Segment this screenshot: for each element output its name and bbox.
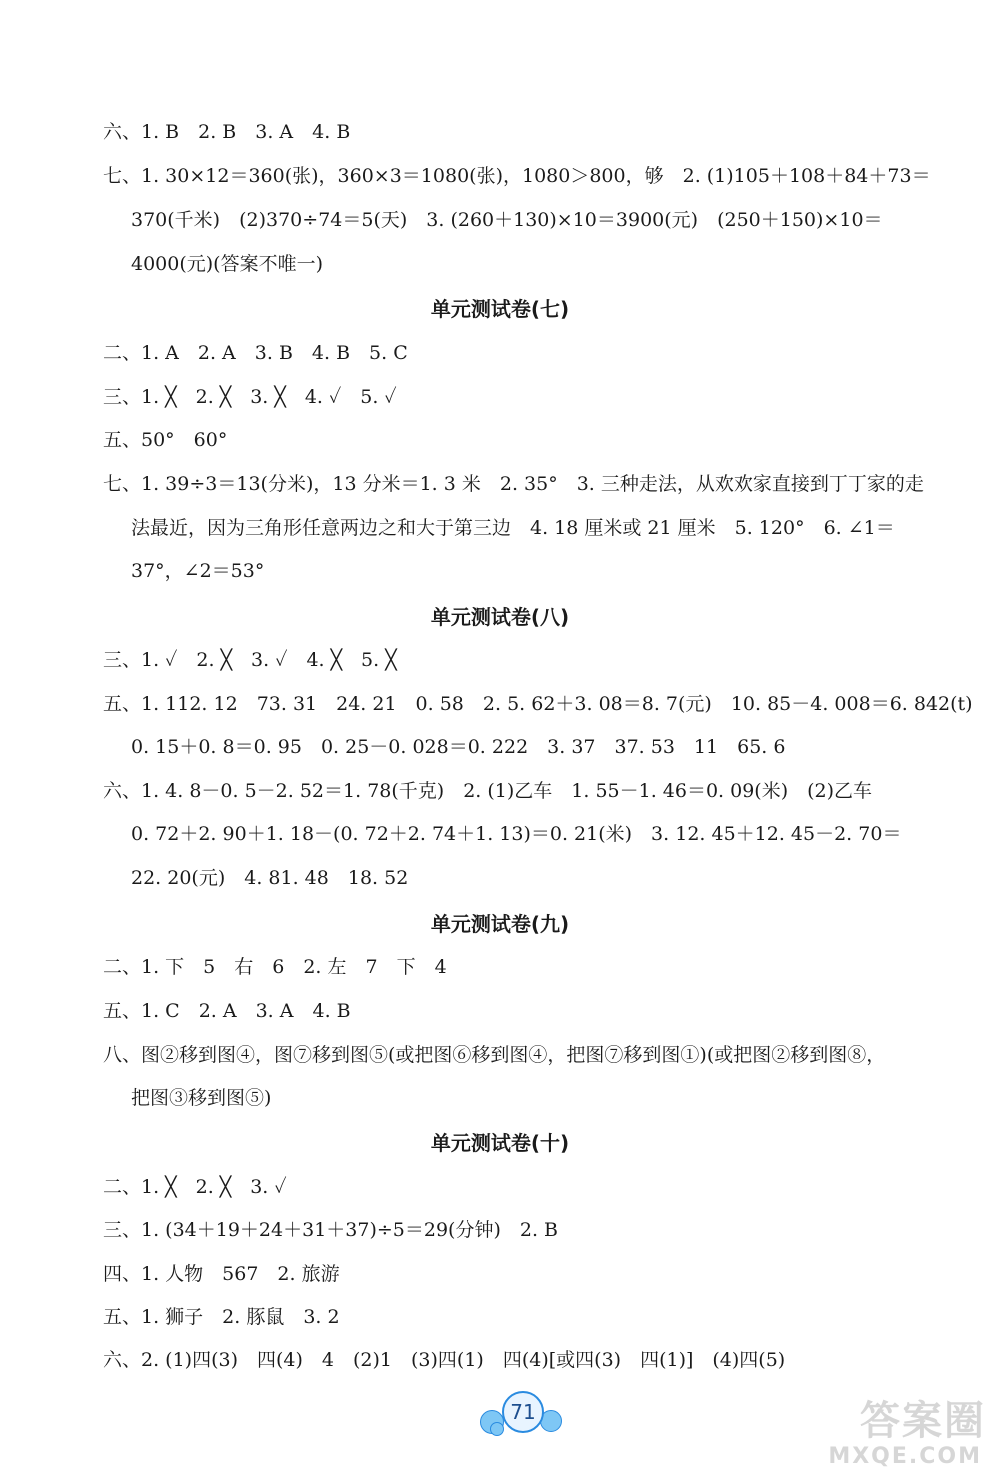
section-heading: 单元测试卷(七) bbox=[430, 297, 570, 321]
answer-line: 四、1. 人物 567 2. 旅游 bbox=[103, 1263, 340, 1285]
section-heading: 单元测试卷(九) bbox=[430, 912, 570, 936]
page-number-badge bbox=[480, 1388, 562, 1440]
answer-line: 法最近，因为三角形任意两边之和大于第三边 4. 18 厘米或 21 厘米 5. 120° 6. ∠1＝ bbox=[131, 517, 895, 539]
answer-line: 六、1. B 2. B 3. A 4. B bbox=[103, 121, 351, 143]
answer-line: 370(千米) (2)370÷74＝5(天) 3. (260＋130)×10＝3900(元) (250＋150)×10＝ bbox=[131, 209, 883, 231]
answer-line: 22. 20(元) 4. 81. 48 18. 52 bbox=[131, 867, 409, 889]
answer-line: 三、1. (34＋19＋24＋31＋37)÷5＝29(分钟) 2. B bbox=[103, 1219, 559, 1241]
answer-line: 五、1. C 2. A 3. A 4. B bbox=[103, 1000, 351, 1022]
answer-line: 0. 72＋2. 90＋1. 18－(0. 72＋2. 74＋1. 13)＝0. 21(米) 3. 12. 45＋12. 45－2. 70＝ bbox=[131, 823, 902, 845]
answer-line: 七、1. 30×12＝360(张)，360×3＝1080(张)，1080＞800，够 2. (1)105＋108＋84＋73＝ bbox=[103, 165, 931, 187]
watermark-logo-text: 答案圈 bbox=[860, 1398, 986, 1444]
section-heading: 单元测试卷(八) bbox=[430, 605, 570, 629]
answer-line: 六、1. 4. 8－0. 5－2. 52＝1. 78(千克) 2. (1)乙车 1. 55－1. 46＝0. 09(米) (2)乙车 bbox=[103, 780, 873, 802]
answer-line: 五、50° 60° bbox=[103, 429, 228, 451]
answer-line: 五、1. 狮子 2. 豚鼠 3. 2 bbox=[103, 1306, 340, 1328]
answer-line: 七、1. 39÷3＝13(分米)，13 分米＝1. 3 米 2. 35° 3. 三种走法，从欢欢家直接到丁丁家的走 bbox=[103, 473, 924, 495]
answer-line: 0. 15＋0. 8＝0. 95 0. 25－0. 028＝0. 222 3. 37 37. 53 11 65. 6 bbox=[131, 736, 786, 758]
answer-line: 37°，∠2＝53° bbox=[131, 560, 265, 582]
answer-line: 二、1. 下 5 右 6 2. 左 7 下 4 bbox=[103, 956, 447, 978]
answer-line: 三、1. ✓ 2. ╳ 3. ✓ 4. ╳ 5. ╳ bbox=[103, 649, 397, 671]
answer-line: 把图③移到图⑤) bbox=[131, 1087, 272, 1109]
site-watermark bbox=[776, 1389, 986, 1469]
answer-line: 五、1. 112. 12 73. 31 24. 21 0. 58 2. 5. 62＋3. 08＝8. 7(元) 10. 85－4. 008＝6. 842(t) bbox=[103, 693, 973, 715]
answer-line: 八、图②移到图④，图⑦移到图⑤(或把图⑥移到图④，把图⑦移到图①)(或把图②移到图⑧， bbox=[103, 1044, 886, 1066]
answer-line: 二、1. A 2. A 3. B 4. B 5. C bbox=[103, 342, 408, 364]
page-number: 71 bbox=[502, 1391, 544, 1433]
answer-line: 三、1. ╳ 2. ╳ 3. ╳ 4. ✓ 5. ✓ bbox=[103, 386, 397, 408]
answer-line: 4000(元)(答案不唯一) bbox=[131, 253, 324, 275]
section-heading: 单元测试卷(十) bbox=[430, 1131, 570, 1155]
answer-line: 六、2. (1)四(3) 四(4) 4 (2)1 (3)四(1) 四(4)[或四(3) 四(1)] (4)四(5) bbox=[103, 1349, 786, 1371]
bubble-small-decoration bbox=[490, 1422, 504, 1436]
watermark-domain: MXQE.COM bbox=[828, 1444, 982, 1469]
answer-line: 二、1. ╳ 2. ╳ 3. ✓ bbox=[103, 1176, 287, 1198]
